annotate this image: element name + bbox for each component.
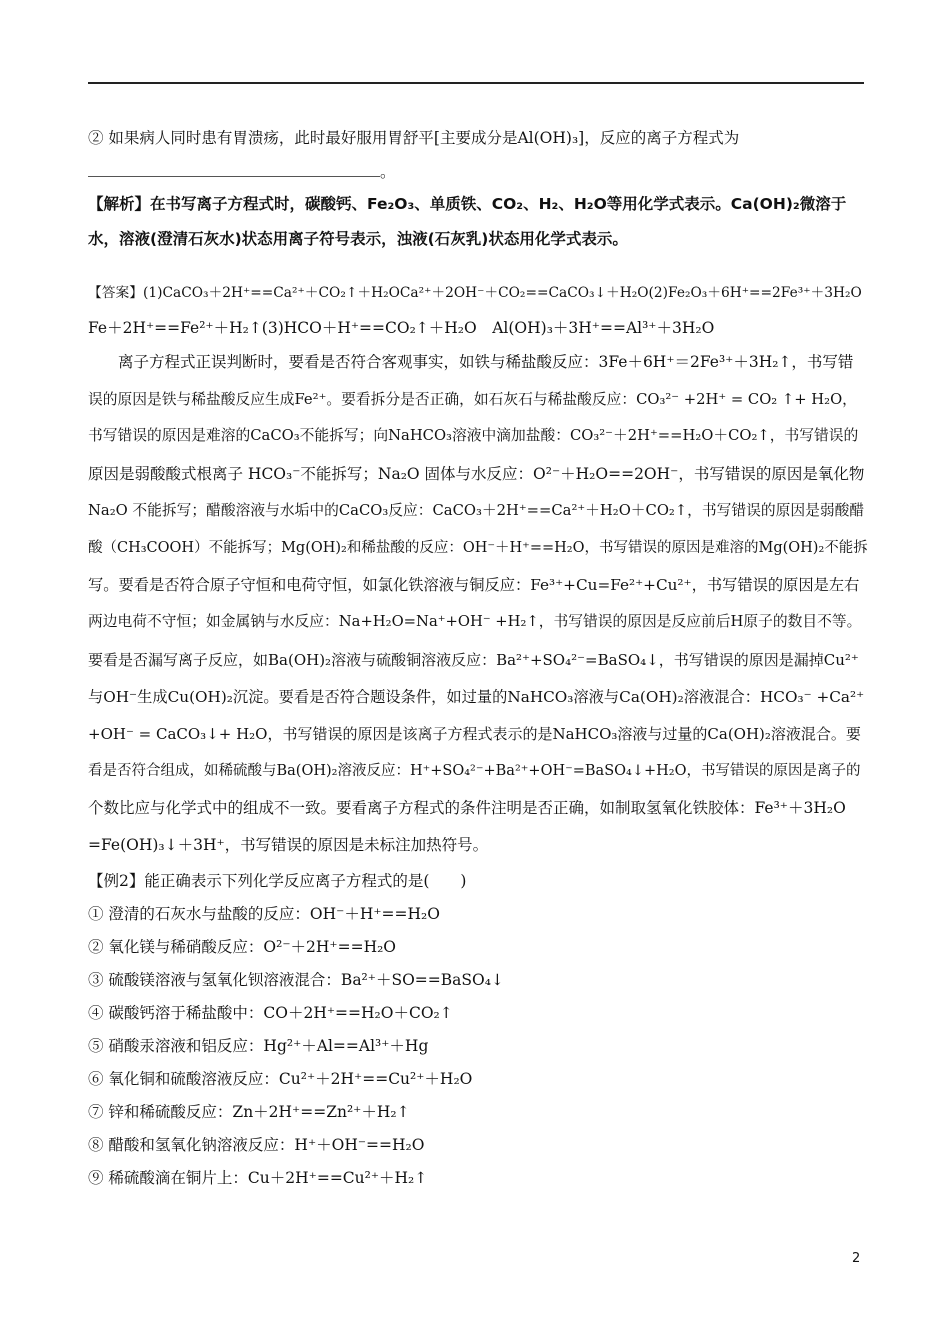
page-number: 2 (852, 1251, 861, 1266)
example-2-option-6: ⑥ 氧化铜和硫酸溶液反应：Cu²⁺＋2H⁺==Cu²⁺＋H₂O (88, 1070, 473, 1088)
explanation-line-3: 书写错误的原因是难溶的CaCO₃不能拆写；向NaHCO₃溶液中滴加盐酸：CO₃²⁻＋2H⁺==H₂O＋CO₂↑，书写错误的 (88, 427, 859, 444)
explanation-line-1: 离子方程式正误判断时，要看是否符合客观事实，如铁与稀盐酸反应：3Fe＋6H⁺＝2Fe³⁺＋3H₂↑，书写错 (118, 353, 854, 371)
example-2-option-3: ③ 硫酸镁溶液与氢氧化钡溶液混合：Ba²⁺＋SO==BaSO₄↓ (88, 971, 504, 989)
example-2-title: 【例2】能正确表示下列化学反应离子方程式的是( ) (88, 872, 467, 890)
example-2-option-1: ① 澄清的石灰水与盐酸的反应：OH⁻＋H⁺==H₂O (88, 905, 440, 923)
explanation-line-6: 酸（CH₃COOH）不能拆写；Mg(OH)₂和稀盐酸的反应：OH⁻＋H⁺==H₂O，书写错误的原因是难溶的Mg(OH)₂不能拆 (88, 540, 868, 556)
example-2-option-4: ④ 碳酸钙溶于稀盐酸中：CO＋2H⁺==H₂O＋CO₂↑ (88, 1004, 453, 1022)
example-2-option-7: ⑦ 锌和稀硫酸反应：Zn＋2H⁺==Zn²⁺＋H₂↑ (88, 1103, 410, 1121)
example-2-option-8: ⑧ 醋酸和氢氧化钠溶液反应：H⁺＋OH⁻==H₂O (88, 1136, 425, 1154)
example-2-option-2: ② 氧化镁与稀硝酸反应：O²⁻＋2H⁺==H₂O (88, 938, 397, 956)
explanation-line-8: 两边电荷不守恒；如金属钠与水反应：Na+H₂O=Na⁺+OH⁻ +H₂↑，书写错误的原因是反应前后H原子的数目不等。 (88, 613, 862, 630)
blank-period: 。 (380, 163, 396, 181)
explanation-line-9: 要看是否漏写离子反应，如Ba(OH)₂溶液与硫酸铜溶液反应：Ba²⁺+SO₄²⁻=BaSO₄↓，书写错误的原因是漏掉Cu²⁺ (88, 651, 859, 669)
explanation-line-2: 误的原因是铁与稀盐酸反应生成Fe²⁺。要看拆分是否正确，如石灰石与稀盐酸反应：CO₃²⁻ +2H⁺ = CO₂ ↑+ H₂O， (88, 391, 857, 408)
explanation-line-13: 个数比应与化学式中的组成不一致。要看离子方程式的条件注明是否正确，如制取氢氧化铁胶体：Fe³⁺＋3H₂O (88, 799, 846, 817)
explanation-line-12: 看是否符合组成，如稀硫酸与Ba(OH)₂溶液反应：H⁺+SO₄²⁻+Ba²⁺+OH⁻=BaSO₄↓+H₂O，书写错误的原因是离子的 (88, 763, 861, 779)
example-2-option-5: ⑤ 硝酸汞溶液和铝反应：Hg²⁺＋Al==Al³⁺＋Hg (88, 1037, 429, 1055)
answer-line-1: 【答案】(1)CaCO₃＋2H⁺==Ca²⁺＋CO₂↑＋H₂OCa²⁺＋2OH⁻＋CO₂==CaCO₃↓＋H₂O(2)Fe₂O₃＋6H⁺==2Fe³⁺＋3H₂O (88, 285, 862, 301)
question-part-2: ② 如果病人同时患有胃溃疡，此时最好服用胃舒平[主要成分是Al(OH)₃]，反应的离子方程式为 (88, 129, 740, 147)
answer-line-2: Fe＋2H⁺==Fe²⁺＋H₂↑(3)HCO＋H⁺==CO₂↑＋H₂O Al(OH)₃＋3H⁺==Al³⁺＋3H₂O (88, 319, 715, 337)
analysis-line-2: 水，溶液(澄清石灰水)状态用离子符号表示，浊液(石灰乳)状态用化学式表示。 (88, 230, 628, 248)
example-2-option-9: ⑨ 稀硫酸滴在铜片上：Cu＋2H⁺==Cu²⁺＋H₂↑ (88, 1169, 428, 1187)
answer-blank-line (88, 162, 868, 182)
header-rule (88, 82, 864, 84)
explanation-line-7: 写。要看是否符合原子守恒和电荷守恒，如氯化铁溶液与铜反应：Fe³⁺+Cu=Fe²⁺+Cu²⁺，书写错误的原因是左右 (88, 576, 860, 594)
answer-blank (88, 164, 380, 177)
explanation-line-10: 与OH⁻生成Cu(OH)₂沉淀。要看是否符合题设条件，如过量的NaHCO₃溶液与Ca(OH)₂溶液混合：HCO₃⁻ +Ca²⁺ (88, 688, 865, 706)
explanation-line-4: 原因是弱酸酸式根离子 HCO₃⁻不能拆写；Na₂O 固体与水反应：O²⁻＋H₂O==2OH⁻，书写错误的原因是氧化物 (88, 465, 865, 483)
explanation-line-14: =Fe(OH)₃↓＋3H⁺，书写错误的原因是未标注加热符号。 (88, 836, 489, 854)
explanation-line-5: Na₂O 不能拆写；醋酸溶液与水垢中的CaCO₃反应：CaCO₃＋2H⁺==Ca²⁺＋H₂O＋CO₂↑，书写错误的原因是弱酸醋 (88, 502, 865, 519)
analysis-line-1: 【解析】在书写离子方程式时，碳酸钙、Fe₂O₃、单质铁、CO₂、H₂、H₂O等用化学式表示。Ca(OH)₂微溶于 (88, 195, 847, 213)
explanation-line-11: +OH⁻ = CaCO₃↓+ H₂O，书写错误的原因是该离子方程式表示的是NaHCO₃溶液与过量的Ca(OH)₂溶液混合。要 (88, 725, 861, 743)
